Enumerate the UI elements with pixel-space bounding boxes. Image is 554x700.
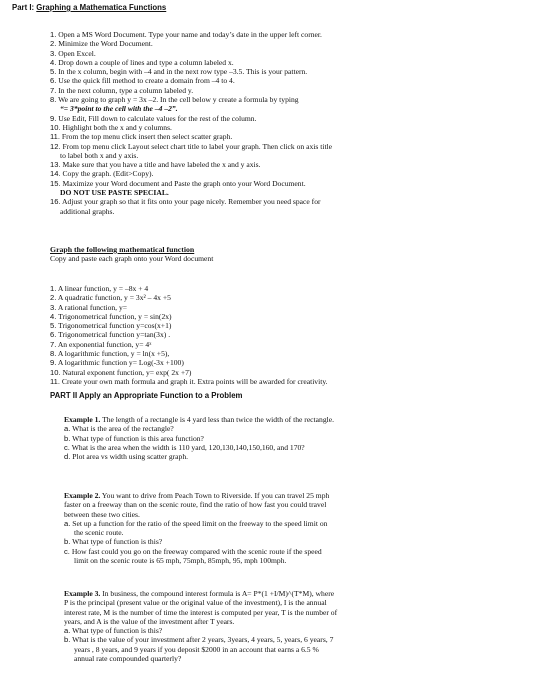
example3-text-line [64, 608, 504, 617]
example2-label: Example 2. [64, 491, 101, 500]
function-number: 7. [50, 339, 57, 349]
step-number: 13. [50, 160, 61, 170]
step-number: 9. [50, 113, 57, 123]
part1-title [12, 3, 166, 12]
example1-label: Example 1. [64, 415, 101, 424]
step-number: 12. [50, 141, 61, 151]
example3-question-text: annual rate compounded quarterly? [74, 654, 182, 664]
function-number: 1. [50, 284, 57, 293]
step-text: From the top menu click insert then select scatter graph. [60, 132, 233, 142]
step-item [50, 49, 500, 58]
example2-question-text: limit on the scenic route is 65 mph, 75mph, 85mph, 95, mph 100mph. [74, 556, 287, 566]
step-number: 2. [50, 39, 57, 49]
step-number: 14. [50, 169, 61, 179]
function-item [50, 377, 500, 386]
step-item [50, 95, 500, 104]
example1-question-letter: c. [64, 442, 70, 452]
step-number: 11. [50, 132, 60, 142]
step-number: 7. [50, 85, 57, 95]
step-text: “= 3*point to the cell with the –4 –2”. [60, 104, 178, 114]
example1-question-letter: d. [64, 452, 71, 462]
step-text: In the next column, type a column labeled y. [56, 85, 194, 95]
function-number: 3. [50, 302, 57, 312]
example2-text: faster on a freeway than on the scenic route, find the ratio of how fast you could travel [64, 500, 327, 510]
step-item [50, 142, 500, 151]
example2-question [64, 547, 504, 556]
step-item [50, 76, 500, 85]
step-text: In the x column, begin with –4 and in the next row type –3.5. This is your pattern. [56, 67, 308, 77]
step-number: 1. [50, 30, 57, 39]
example1-question-text: What type of function is this area function? [72, 433, 204, 443]
example2-question-text: the scenic route. [74, 528, 124, 538]
step-number: 4. [50, 57, 57, 67]
example1-question-text: Plot area vs width using scatter graph. [72, 452, 189, 462]
example3-question [64, 635, 504, 644]
example2-text-line [64, 510, 504, 519]
example2-question-letter: b. [64, 537, 71, 547]
example3-text-line [64, 617, 504, 626]
function-text: A quadratic function, y = 3x² – 4x +5 [56, 293, 171, 303]
example2-question [64, 537, 504, 546]
graph-section-subheading: Copy and paste each graph onto your Word document [50, 254, 214, 263]
function-number: 6. [50, 330, 57, 340]
instruction-steps-list [50, 30, 500, 216]
step-text: Highlight both the x and y columns. [60, 122, 172, 132]
step-item [50, 188, 500, 197]
example2-question [64, 519, 504, 528]
step-item [50, 67, 500, 76]
step-number: 16. [50, 197, 61, 207]
part2-title: PART II Apply an Appropriate Function to a Problem [50, 391, 243, 400]
example3-text-line [64, 589, 504, 598]
step-text: Make sure that you have a title and have labeled the x and y axis. [60, 160, 261, 170]
example-3 [64, 589, 504, 663]
example1-question [64, 452, 504, 461]
example3-question [64, 645, 504, 654]
function-text: Trigonometrical function y=cos(x+1) [56, 321, 172, 331]
example3-text: years, and A is the value of the investment after T years. [64, 616, 235, 626]
step-text: Use Edit, Fill down to calculate values for the rest of the column. [56, 113, 257, 123]
step-text: to label both x and y axis. [60, 150, 139, 160]
example2-text-line [64, 491, 504, 500]
function-item [50, 284, 500, 293]
function-text: Trigonometrical function, y = sin(2x) [56, 311, 172, 321]
example3-question-letter: a. [64, 626, 71, 636]
step-text: Use the quick fill method to create a domain from –4 to 4. [56, 76, 235, 86]
functions-list [50, 284, 500, 386]
step-item [50, 123, 500, 132]
graph-section-heading: Graph the following mathematical function [50, 245, 195, 254]
example3-question [64, 654, 504, 663]
function-number: 5. [50, 321, 57, 331]
step-text: Copy the graph. (Edit>Copy). [60, 169, 154, 179]
example1-question [64, 434, 504, 443]
step-text: We are going to graph y = 3x –2. In the cell below y create a formula by typing [56, 95, 299, 105]
function-item [50, 358, 500, 367]
function-item [50, 312, 500, 321]
function-text: Trigonometrical function y=tan(3x) . [56, 330, 171, 340]
example2-question-text: How fast could you go on the freeway compared with the scenic route if the speed [71, 546, 322, 556]
example3-text: In business, the compound interest formula is A= P*(1 +I/M)^(T*M), where [102, 589, 335, 598]
example2-text-line [64, 500, 504, 509]
step-item [50, 179, 500, 188]
function-item [50, 340, 500, 349]
step-item [50, 104, 500, 113]
function-item [50, 293, 500, 302]
example2-question-text: What type of function is this? [72, 537, 163, 547]
example1-question [64, 443, 504, 452]
function-text: A logarithmic function, y = ln(x +5), [56, 349, 170, 359]
function-number: 9. [50, 358, 57, 368]
step-item [50, 197, 500, 206]
step-item [50, 132, 500, 141]
function-text: Natural exponent function, y= exp( 2x +7) [60, 367, 192, 377]
example3-text-line [64, 598, 504, 607]
function-text: Create your own math formula and graph it. Extra points will be awarded for creativity. [60, 376, 328, 386]
step-number: 6. [50, 76, 57, 86]
function-number: 2. [50, 293, 57, 303]
function-text: A rational function, y= [56, 302, 128, 312]
example1-question-letter: a. [64, 424, 71, 434]
step-number: 8. [50, 95, 57, 105]
step-text: Adjust your graph so that it fits onto your page nicely. Remember you need space for [60, 197, 321, 207]
example3-text: interest rate, M is the number of time the interest is computed per year, T is the number of [64, 607, 338, 617]
example1-question-text: What is the area when the width is 110 yard, 120,130,140,150,160, and 170? [71, 442, 305, 452]
step-text: Drop down a couple of lines and type a column labeled x. [56, 57, 234, 67]
example3-question [64, 626, 504, 635]
part1-title-prefix: Part I: [12, 3, 35, 12]
step-item [50, 160, 500, 169]
step-item [50, 86, 500, 95]
step-text: Open a MS Word Document. Type your name and today’s date in the upper left corner. [56, 30, 322, 39]
function-item [50, 349, 500, 358]
step-text: Minimize the Word Document. [56, 39, 153, 49]
step-item [50, 39, 500, 48]
example2-question [64, 556, 504, 565]
step-number: 3. [50, 48, 57, 58]
example2-question [64, 528, 504, 537]
example3-question-letter: b. [64, 635, 71, 645]
step-number: 10. [50, 122, 61, 132]
example2-text: between these two cities. [64, 509, 140, 519]
step-number: 15. [50, 178, 61, 188]
function-item [50, 303, 500, 312]
example-2 [64, 491, 504, 565]
example1-text: The length of a rectangle is 4 yard less than twice the width of the rectangle. [102, 415, 335, 424]
example3-label: Example 3. [64, 589, 101, 598]
example1-text-line [64, 415, 504, 424]
function-text: A logarithmic function y= Log(-3x +100) [56, 358, 184, 368]
example3-question-text: What is the value of your investment after 2 years, 3years, 4 years, 5, years, 6 years, 7 [72, 635, 334, 645]
function-item [50, 330, 500, 339]
example3-question-text: What type of function is this? [72, 626, 163, 636]
step-text: additional graphs. [60, 206, 115, 216]
example2-question-letter: a. [64, 518, 71, 528]
step-text: Open Excel. [56, 48, 96, 58]
part1-title-main: Graphing a Mathematica Functions [36, 3, 167, 12]
example-1 [64, 415, 504, 461]
example1-question-text: What is the area of the rectangle? [72, 424, 174, 434]
function-item [50, 368, 500, 377]
step-item [50, 30, 500, 39]
step-item [50, 151, 500, 160]
function-number: 4. [50, 311, 57, 321]
function-number: 10. [50, 367, 61, 377]
example2-question-text: Set up a function for the ratio of the speed limit on the freeway to the speed limit on [72, 518, 328, 528]
function-item [50, 321, 500, 330]
step-text: Maximize your Word document and Paste the graph onto your Word Document. [60, 178, 306, 188]
step-item [50, 114, 500, 123]
step-number: 5. [50, 67, 57, 77]
step-item [50, 169, 500, 178]
step-item [50, 207, 500, 216]
step-text: From top menu click Layout select chart title to label your graph. Then click on axis title [60, 141, 333, 151]
example1-question-letter: b. [64, 433, 71, 443]
example3-question-text: years , 8 years, and 9 years if you deposit $2000 in an account that earns a 6.5 % [74, 644, 319, 654]
example1-question [64, 424, 504, 433]
step-text: DO NOT USE PASTE SPECIAL. [60, 188, 169, 198]
example2-text: You want to drive from Peach Town to Riverside. If you can travel 25 mph [101, 491, 330, 500]
function-number: 8. [50, 349, 57, 359]
function-text: An exponential function, y= 4ˣ [56, 339, 152, 349]
step-item [50, 58, 500, 67]
example2-question-letter: c. [64, 546, 70, 556]
function-text: A linear function, y = –8x + 4 [56, 284, 149, 293]
function-number: 11. [50, 376, 60, 386]
example3-text: P is the principal (present value or the original value of the investment), I is the annual [64, 598, 327, 608]
